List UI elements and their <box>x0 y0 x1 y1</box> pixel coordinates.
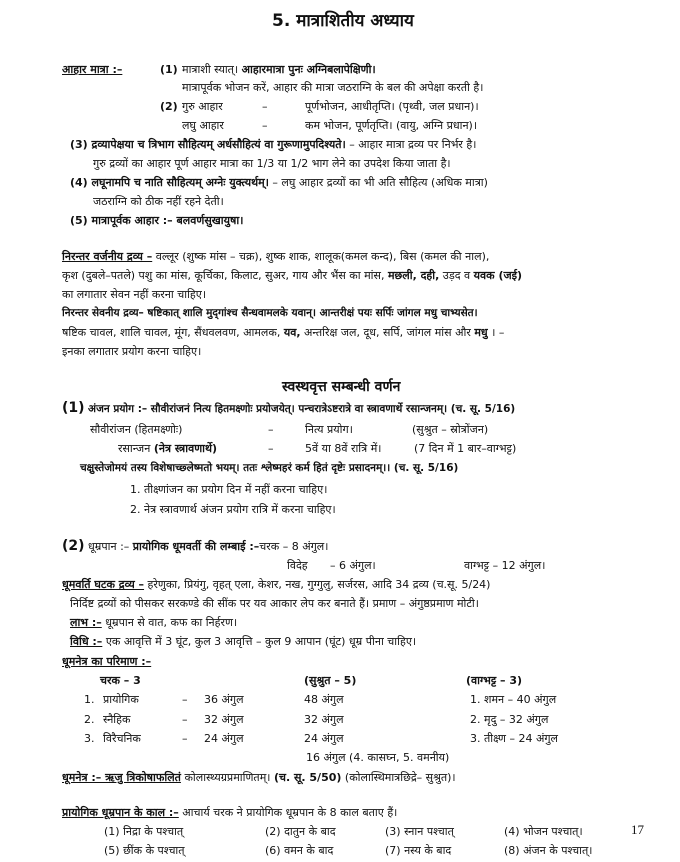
sauvira-sushruta: (सुश्रुत – स्रोत्रोंजन) <box>412 423 489 436</box>
ghatak-line-2: निर्दिष्ट द्रव्यों को पीसकर सरकण्डे की सींक पर यव आकार लेप कर बनाते हैं। प्रमाण – अंगुष्ठप्रमाण मोटी। <box>70 597 479 610</box>
anjan-note-1: 1. तीक्ष्णांजन का प्रयोग दिन में नहीं करना चाहिए। <box>130 483 328 496</box>
row-3-name: विरैचनिक <box>103 732 141 745</box>
ahar-line-1: मात्राशी स्यात्। आहारमात्रा पुनः अग्निबलापेक्षिणी। <box>182 63 376 76</box>
row-1-charak: 36 अंगुल <box>204 693 244 706</box>
kal-item: (1) निद्रा के पश्चात् <box>104 825 184 838</box>
col-sushruta: (सुश्रुत – 5) <box>304 674 357 687</box>
chakshu-verse: चक्षुस्तेजोमयं तस्य विशेषाच्छ्लेष्मतो भयम्। ततः श्लेष्महरं कर्म हितं दृष्टेः प्रसादनम्।। (च. सू. 5/16) <box>80 462 459 474</box>
ahar-line-4: गुरु द्रव्यों का आहार पूर्ण आहार मात्रा का 1/3 या 1/2 भाग लेने का उपदेश किया जाता है। <box>93 157 451 170</box>
dhumanetra-line: धूमनेत्र :– ऋजु त्रिकोषाफलितं कोलास्थ्यग्रप्रमाणितम्। (च. सू. 5/50) (कोलास्थिमात्रछिद्रे– सुश्रुत)। <box>62 771 456 784</box>
row-2-name: स्नैहिक <box>103 713 131 726</box>
guru-desc: पूर्णभोजन, आधीतृप्ति। (पृथ्वी, जल प्रधान)। <box>305 100 479 113</box>
row-1-dash: – <box>182 693 188 706</box>
rasanjan-vagbhat: (7 दिन में 1 बार–वाग्भट्ट) <box>414 442 517 455</box>
sauvira-use: नित्य प्रयोग। <box>305 423 353 436</box>
videh-label: विदेह <box>287 559 308 572</box>
row-3-charak: 24 अंगुल <box>204 732 244 745</box>
ahar-line-6: जठराग्नि को ठीक नहीं रहने देती। <box>93 195 224 208</box>
row-2-sushruta: 32 अंगुल <box>304 713 344 726</box>
anjan-note-2: 2. नेत्र स्त्रावणार्थ अंजन प्रयोग रात्रि में करना चाहिए। <box>130 503 336 516</box>
row-3-num: 3. <box>84 732 95 745</box>
anjan-heading: (1) अंजन प्रयोग :– सौवीरांजनं नित्य हितमक्ष्णोः प्रयोजयेत्। पन्चरात्रेऽष्टरात्रे वा स्त्रावणार्थे रसान्जनम्। (च. सू. 5/16) <box>62 400 516 416</box>
vidhi-line: विधि :– एक आवृत्ति में 3 घूंट, कुल 3 आवृत्ति – कुल 9 आपान (घूंट) धूम्र पीना चाहिए। <box>70 635 417 648</box>
laghu-desc: कम भोजन, पूर्णतृप्ति। (वायु, अग्नि प्रधान)। <box>305 119 478 132</box>
labh-line: लाभ :– धूम्रपान से वात, कफ का निर्हरण। <box>70 616 238 629</box>
kal-item: (6) वमन के बाद <box>265 844 334 857</box>
row-3-sushruta: 24 अंगुल <box>304 732 344 745</box>
ahar-heading: आहार मात्रा :– <box>62 63 123 76</box>
row-1-num: 1. <box>84 693 95 706</box>
row-2-charak: 32 अंगुल <box>204 713 244 726</box>
row-1-name: प्रायोगिक <box>103 693 139 706</box>
varjaniya-line-3: का लगातार सेवन नहीं करना चाहिए। <box>62 288 207 301</box>
rasanjan-name: रसान्जन (नेत्र स्त्रावणार्थे) <box>118 442 218 455</box>
varjaniya-line-2: कृश (दुबले–पतले) पशु का मांस, कूर्चिका, किलाट, सुअर, गाय और भैंस का मांस, मछली, दही, उड़द व यवक (जई) <box>62 269 523 282</box>
varjaniya-line-1: निरन्तर वर्जनीय द्रव्य – वल्लूर (शुष्क मांस – चक्र), शुष्क शाक, शालूक(कमल कन्द), बिस (कमल की नाल), <box>62 250 490 263</box>
ghatak-line: धूमवर्ति घटक द्रव्य – हरेणुका, प्रियंगु, वृहत् एला, केशर, नख, गुग्गुलु, सर्जरस, आदि 34 द्रव्य (च.सू. 5/24) <box>62 578 491 591</box>
row-2-vagbhat: 2. मृदु – 32 अंगुल <box>470 713 549 726</box>
rasanjan-dash: – <box>268 442 274 455</box>
netra-heading: धूमनेत्र का परिमाण :– <box>62 655 152 668</box>
ahar-line-7: (5) मात्रापूर्वक आहार :– बलवर्णसुखायुषा। <box>70 214 244 227</box>
kal-item: (8) अंजन के पश्चात्। <box>504 844 593 857</box>
page-number: 17 <box>631 822 644 837</box>
vagbhat-length: वाग्भट्ट – 12 अंगुल। <box>464 559 546 572</box>
sevaniya-line-1: षष्टिक चावल, शालि चावल, मूंग, सैंधवलवण, आमलक, यव, अन्तरिक्ष जल, दूध, सर्पि, जांगल मांस और मधु । – <box>62 326 505 339</box>
row-2-dash: – <box>182 713 188 726</box>
rasanjan-use: 5वें या 8वें रात्रि में। <box>305 442 382 455</box>
kal-heading: प्रायोगिक धूम्रपान के काल :– आचार्य चरक ने प्रायोगिक धूम्रपान के 8 काल बताए हैं। <box>62 806 398 819</box>
kal-item: (3) स्नान पश्चात् <box>385 825 454 838</box>
kal-item: (5) छींक के पश्चात् <box>104 844 185 857</box>
sushruta-extra: 16 अंगुल (4. कासघ्न, 5. वमनीय) <box>306 751 450 764</box>
col-vagbhat: (वाग्भट्ट – 3) <box>466 674 523 687</box>
kal-item: (2) दातुन के बाद <box>265 825 336 838</box>
ahar-line-3: (3) द्रव्यापेक्षया च त्रिभाग सौहित्यम् अर्धसौहित्यं वा गुरूणामुपदिश्यते। – आहार मात्रा द्रव्य पर निर्भर है। <box>70 138 477 151</box>
row-1-vagbhat: 1. शमन – 40 अंगुल <box>470 693 557 706</box>
ahar-line-5: (4) लघूनामपि च नाति सौहित्यम् अग्नेः युक्त्यर्थम्। – लघु आहार द्रव्यों का भी अति सौहित्य (अधिक मात्रा) <box>70 176 488 189</box>
page-title: 5. मात्राशितीय अध्याय <box>272 11 414 31</box>
ahar-line-2: मात्रापूर्वक भोजन करें, आहार की मात्रा जठराग्नि के बल की अपेक्षा करती है। <box>182 81 484 94</box>
dhuma-heading: (2) धूम्रपान :– प्रायोगिक धूमवर्ती की लम्बाई :–चरक – 8 अंगुल। <box>62 538 329 554</box>
sauvira-dash: – <box>268 423 274 436</box>
kal-item: (4) भोजन पश्चात्। <box>504 825 583 838</box>
kal-item: (7) नस्य के बाद <box>385 844 452 857</box>
laghu-label: लघु आहार <box>182 119 224 132</box>
guru-label: गुरु आहार <box>182 100 223 113</box>
col-charak: चरक – 3 <box>100 674 141 687</box>
guru-dash: – <box>262 100 268 113</box>
sevaniya-line-2: इनका लगातार प्रयोग करना चाहिए। <box>62 345 202 358</box>
sevaniya-verse: निरन्तर सेवनीय द्रव्य– षष्टिकात् शालि मुद्‌गांश्च सैन्धवामलके यवान्। आन्तरीक्षं पयः सर्पिः जांगल मधु चाभ्यसेत। <box>62 307 478 319</box>
sauvira-name: सौवीरांजन (हितमक्ष्णोः) <box>90 423 183 436</box>
videh-value: – 6 अंगुल। <box>330 559 376 572</box>
row-1-sushruta: 48 अंगुल <box>304 693 344 706</box>
row-3-dash: – <box>182 732 188 745</box>
row-2-num: 2. <box>84 713 95 726</box>
ahar-num-1: (1) <box>160 63 178 76</box>
section-heading: स्वस्थवृत्त सम्बन्धी वर्णन <box>282 379 401 395</box>
laghu-dash: – <box>262 119 268 132</box>
row-3-vagbhat: 3. तीक्ष्ण – 24 अंगुल <box>470 732 559 745</box>
ahar-num-2: (2) <box>160 100 178 113</box>
